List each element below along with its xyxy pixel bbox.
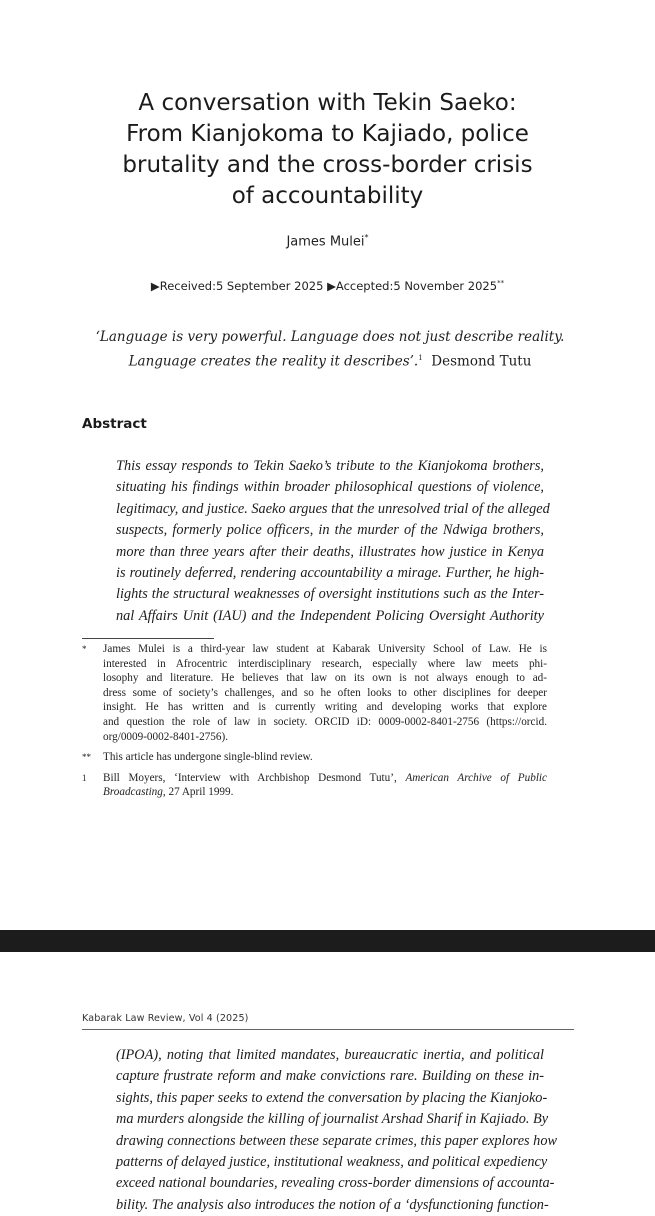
citation-text: Bill Moyers, ‘Interview with Archbishop Desmond Tutu’, bbox=[103, 771, 406, 784]
running-head: Kabarak Law Review, Vol 4 (2025) bbox=[82, 1013, 249, 1024]
title-line: From Kianjokoma to Kajiado, police bbox=[126, 121, 529, 147]
author-footnote-mark: * bbox=[364, 233, 369, 242]
received-date: ▶Received:5 September 2025 bbox=[150, 279, 324, 293]
footnote-mark: ** bbox=[82, 752, 91, 763]
epigraph-source: Desmond Tutu bbox=[431, 353, 532, 370]
footnote-line: James Mulei is a third-year law student at Kabarak University School of Law. He is bbox=[103, 643, 547, 655]
abstract-line: patterns of delayed justice, institutional weakness, and political expediency bbox=[116, 1154, 548, 1171]
epigraph-note-mark: 1 bbox=[418, 354, 423, 362]
abstract-line: capture frustrate reform and make convictions rare. Building on these in- bbox=[116, 1068, 544, 1085]
footnote-line: org/0009-0002-8401-2756). bbox=[103, 730, 229, 743]
submission-dates bbox=[0, 279, 655, 293]
footnotes bbox=[82, 642, 547, 806]
abstract-line: is routinely deferred, rendering accountability a mirage. Further, he high- bbox=[116, 565, 544, 582]
accepted-date: ▶Accepted:5 November 2025 bbox=[327, 279, 498, 293]
page-gap bbox=[0, 930, 655, 952]
footnote-line: dress some of society’s challenges, and so he often looks to other disciplines for deeper bbox=[103, 686, 547, 699]
article-title bbox=[40, 88, 615, 212]
abstract-line: drawing connections between these separate crimes, this paper explores how bbox=[116, 1132, 558, 1149]
footnote-line: This article has undergone single-blind review. bbox=[103, 751, 313, 764]
abstract-line: situating his findings within broader philosophical questions of violence, bbox=[116, 479, 544, 496]
article-page-2 bbox=[0, 952, 655, 1213]
epigraph-line bbox=[70, 348, 590, 373]
footnote-line: insight. He has written and is currently writing and developing works that explore bbox=[103, 701, 547, 714]
abstract-heading: Abstract bbox=[82, 416, 147, 432]
citation-source: American Archive of Public bbox=[405, 771, 548, 784]
abstract-line: (IPOA), noting that limited mandates, bureaucratic inertia, and political bbox=[116, 1047, 544, 1063]
author-line bbox=[0, 233, 655, 249]
footnote-mark: * bbox=[82, 644, 87, 654]
abstract-line: This essay responds to Tekin Saeko’s tribute to the Kianjokoma brothers, bbox=[116, 458, 544, 474]
abstract-line: sights, this paper seeks to extend the conversation by placing the Kianjoko- bbox=[116, 1089, 548, 1106]
footnote-line: losophy and literature. He believes that law on its own is not always enough to ad- bbox=[103, 672, 547, 685]
author-name: James Mulei bbox=[286, 234, 365, 250]
footnote-review bbox=[82, 750, 547, 765]
abstract-line: lights the structural weaknesses of oversight institutions such as the Inter- bbox=[116, 586, 544, 603]
footnote-mark: 1 bbox=[82, 772, 87, 783]
abstract-line: ma murders alongside the killing of journalist Arshad Sharif in Kajiado. By bbox=[116, 1111, 549, 1128]
abstract-line: legitimacy, and justice. Saeko argues that the unresolved trial of the alleged bbox=[116, 500, 550, 517]
footnote-author bbox=[82, 642, 547, 744]
footnote-line: and question the role of law in society. ORCID iD: 0009-0002-8401-2756 (https://orcid. bbox=[103, 715, 547, 728]
running-head-rule bbox=[82, 1029, 574, 1030]
title-line: of accountability bbox=[231, 183, 424, 209]
footnote-separator bbox=[82, 638, 214, 639]
footnote-line bbox=[103, 771, 547, 786]
title-line: brutality and the cross-border crisis bbox=[122, 152, 533, 178]
footnote-line bbox=[103, 785, 547, 800]
abstract-line: bility. The analysis also introduces the notion of a ‘dysfunctioning function- bbox=[116, 1196, 549, 1213]
abstract-line: exceed national boundaries, revealing cross-border dimensions of accounta- bbox=[116, 1175, 555, 1192]
abstract-continued bbox=[116, 1045, 558, 1216]
abstract-line: suspects, formerly police officers, in the murder of the Ndwiga brothers, bbox=[116, 522, 544, 539]
footnote-citation bbox=[82, 771, 547, 800]
epigraph bbox=[70, 327, 590, 373]
abstract-line: nal Affairs Unit (IAU) and the Independent Policing Oversight Authority bbox=[116, 607, 544, 624]
citation-date: , 27 April 1999. bbox=[162, 786, 234, 799]
abstract-body bbox=[116, 456, 550, 627]
citation-source: Broadcasting bbox=[103, 786, 163, 799]
dates-footnote-mark: ** bbox=[497, 279, 505, 288]
epigraph-quote-end: Language creates the reality it describes’. bbox=[128, 353, 419, 370]
title-line: A conversation with Tekin Saeko: bbox=[138, 90, 517, 116]
epigraph-line: ‘Language is very powerful. Language does not just describe reality. bbox=[95, 329, 565, 345]
footnote-line: interested in Afrocentric interdisciplinary research, especially where law meets phi- bbox=[103, 657, 547, 670]
abstract-line: more than three years after their deaths, illustrates how justice in Kenya bbox=[116, 543, 544, 560]
